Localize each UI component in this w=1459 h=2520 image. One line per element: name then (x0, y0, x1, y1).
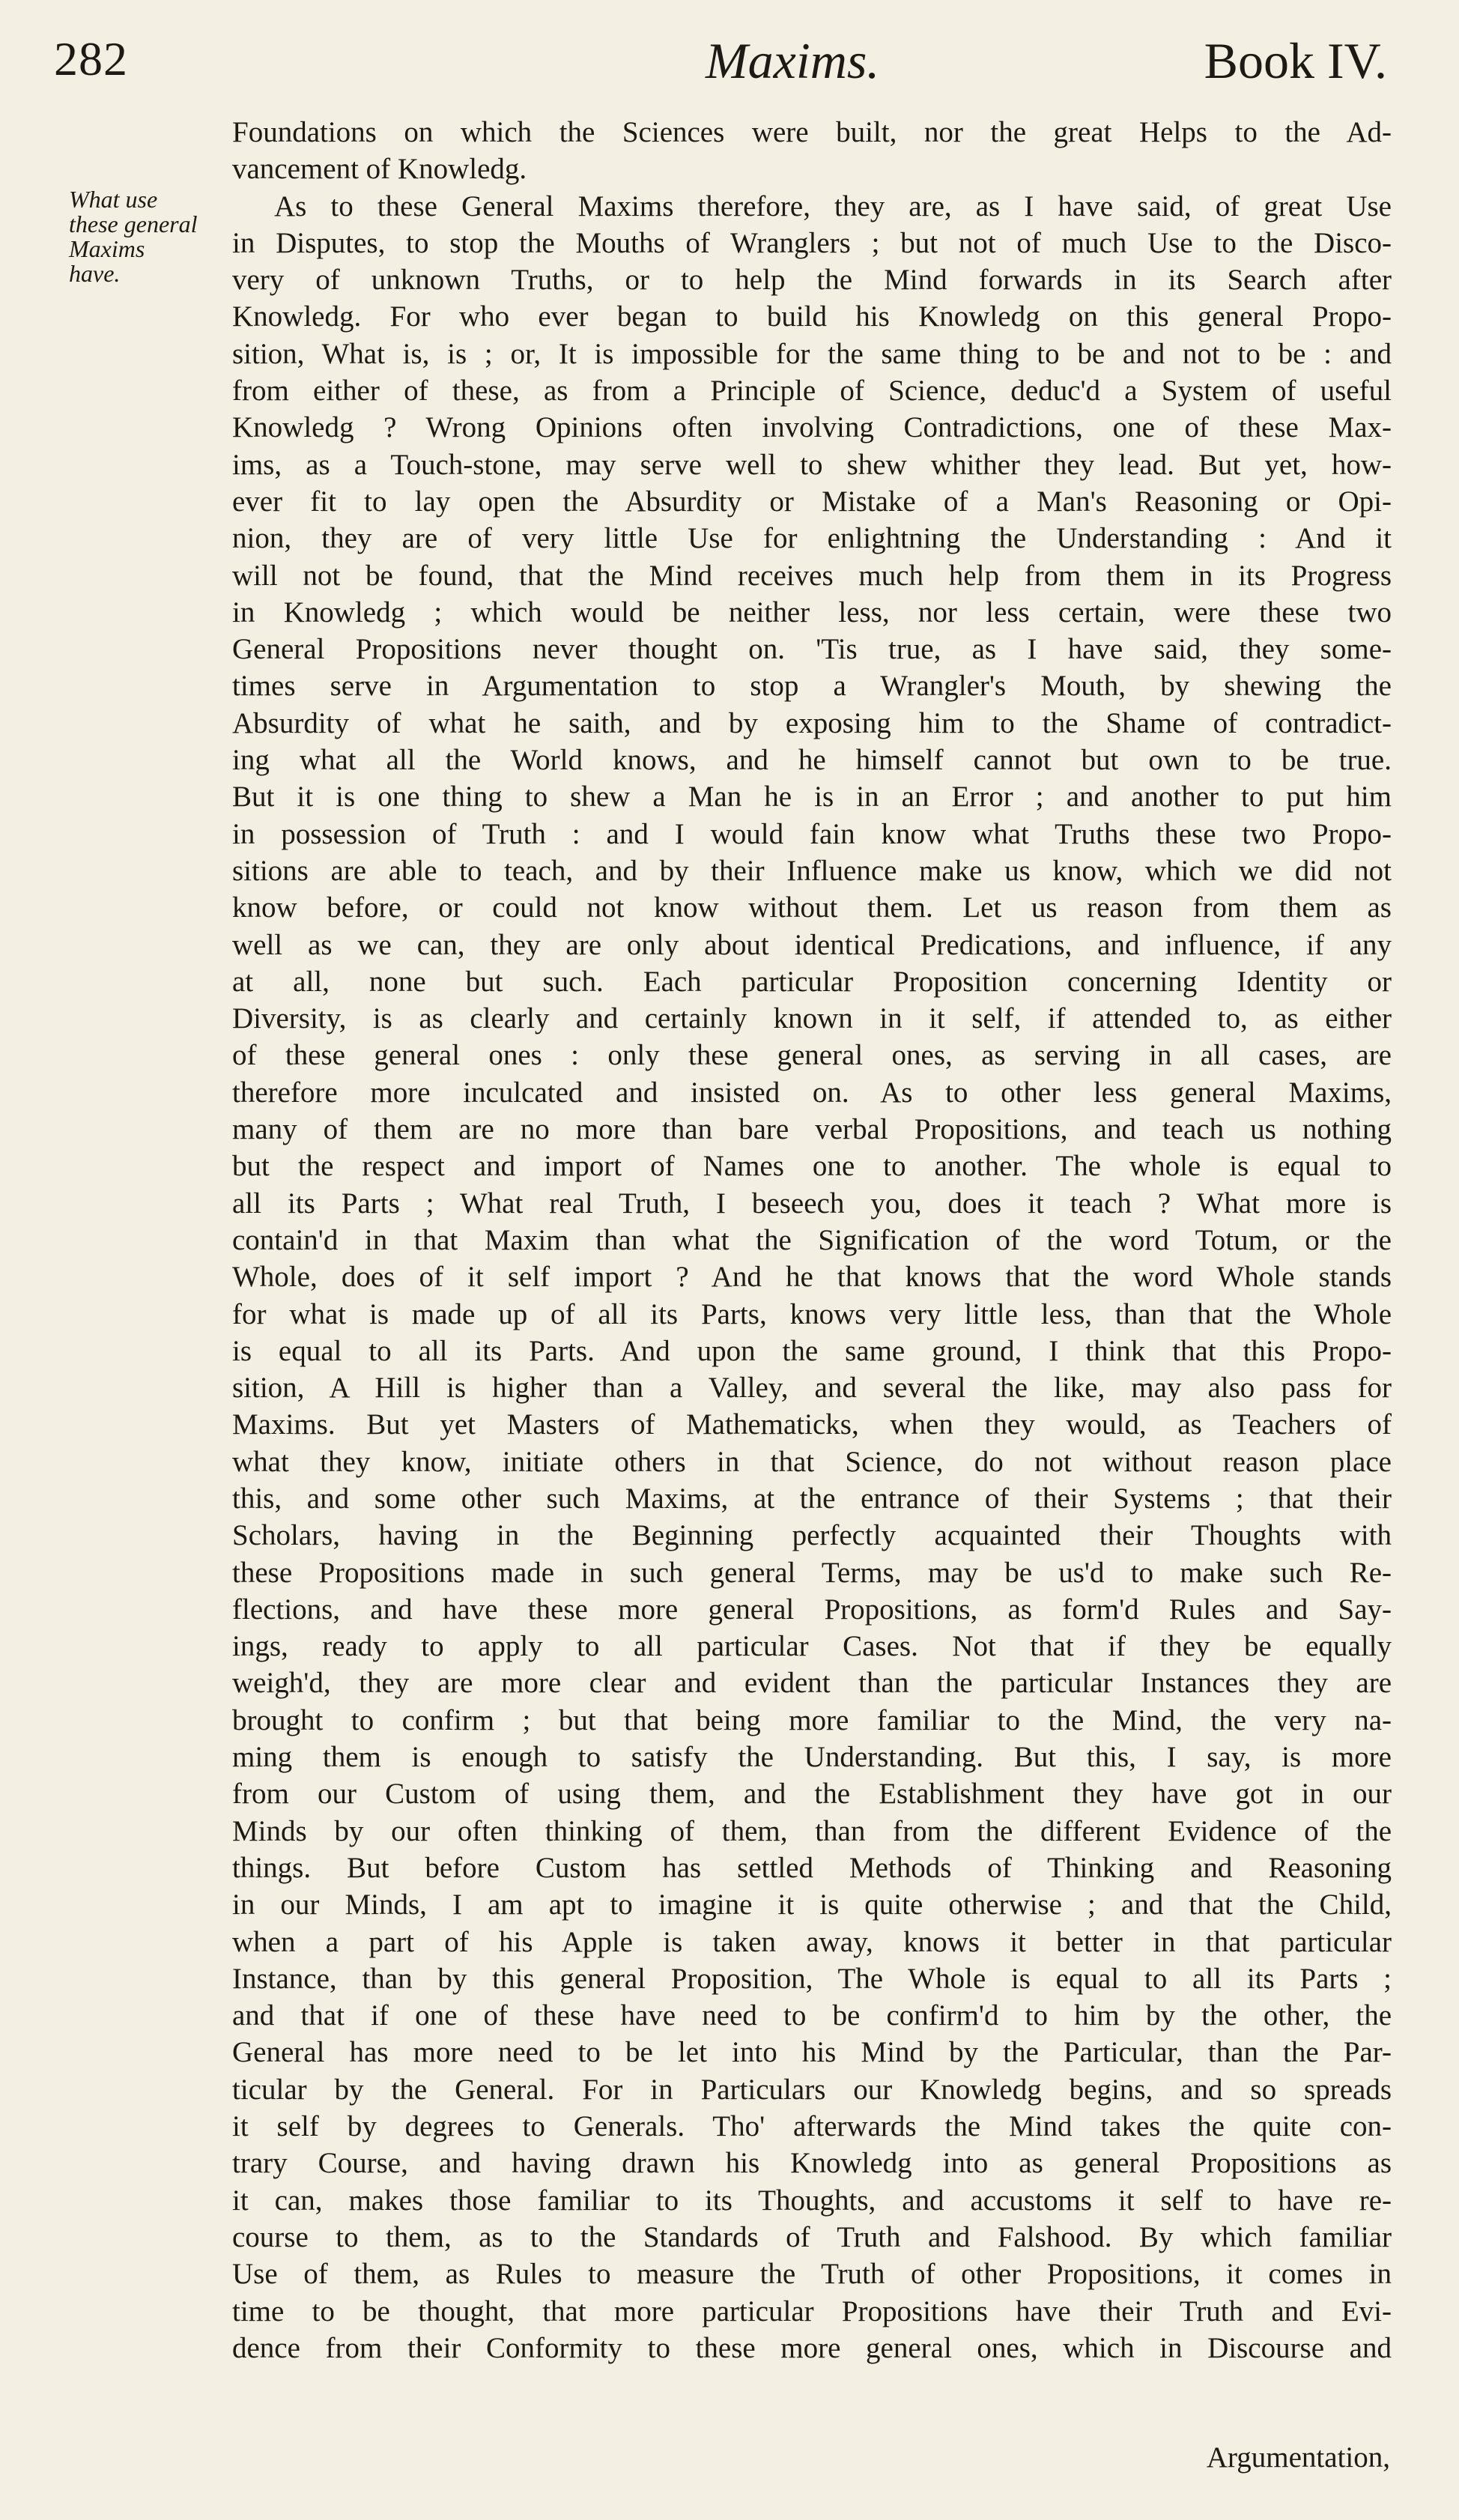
text-line: from our Custom of using them, and the Establishment they have got in our (232, 1778, 1392, 1811)
text-line: what they know, initiate others in that Science, do not without reason place (232, 1445, 1392, 1478)
text-line: therefore more inculcated and insisted on. As to other less general Maxims, (232, 1076, 1392, 1109)
text-line: in Disputes, to stop the Mouths of Wranglers ; but not of much Use to the Disco- (232, 226, 1392, 259)
text-line: very of unknown Truths, or to help the Mind forwards in its Search after (232, 264, 1392, 297)
text-line: But it is one thing to shew a Man he is in an Error ; and another to put him (232, 781, 1392, 814)
margin-note-line: What use (69, 186, 158, 213)
text-line: contain'd in that Maxim than what the Signification of the word Totum, or the (232, 1223, 1392, 1256)
text-line: time to be thought, that more particular Propositions have their Truth and Evi- (232, 2295, 1392, 2327)
text-line: sitions are able to teach, and by their Influence make us know, which we did not (232, 854, 1392, 887)
text-line: General Propositions never thought on. 'Tis true, as I have said, they some- (232, 633, 1392, 666)
text-line: General has more need to be let into his Mind by the Particular, than the Par- (232, 2036, 1392, 2069)
text-line: know before, or could not know without them. Let us reason from them as (232, 891, 1392, 924)
text-line: times serve in Argumentation to stop a Wrangler's Mouth, by shewing the (232, 670, 1392, 703)
page-header (54, 31, 1387, 99)
text-line: it can, makes those familiar to its Thoughts, and accustoms it self to have re- (232, 2184, 1392, 2217)
text-line: sition, A Hill is higher than a Valley, and several the like, may also pass for (232, 1372, 1392, 1405)
text-line: trary Course, and having drawn his Knowledg into as general Propositions as (232, 2147, 1392, 2180)
margin-note-line: these general (69, 210, 198, 237)
text-line: course to them, as to the Standards of Truth and Falshood. By which familiar (232, 2220, 1392, 2253)
text-line: Scholars, having in the Beginning perfectly acquainted their Thoughts with (232, 1519, 1392, 1552)
text-line: in Knowledg ; which would be neither less, nor less certain, were these two (232, 596, 1392, 629)
text-line: Instance, than by this general Proposition, The Whole is equal to all its Parts ; (232, 1962, 1392, 1995)
text-line: Maxims. But yet Masters of Mathematicks, when they would, as Teachers of (232, 1408, 1392, 1441)
text-line: Whole, does of it self import ? And he that knows that the word Whole stands (232, 1261, 1392, 1294)
text-line: Diversity, is as clearly and certainly known in it self, if attended to, as either (232, 1002, 1392, 1035)
text-line: and that if one of these have need to be confirm'd to him by the other, the (232, 1999, 1392, 2032)
text-line: at all, none but such. Each particular Proposition concerning Identity or (232, 965, 1392, 998)
book-label: Book IV. (1204, 32, 1387, 89)
text-line: all its Parts ; What real Truth, I beseech you, does it teach ? What more is (232, 1187, 1392, 1220)
text-line: As to these General Maxims therefore, they are, as I have said, of great Use (274, 190, 1392, 222)
text-line: it self by degrees to Generals. Tho' afterwards the Mind takes the quite con- (232, 2110, 1392, 2143)
text-line: things. But before Custom has settled Methods of Thinking and Reasoning (232, 1851, 1392, 1884)
text-line: Knowledg. For who ever began to build his Knowledg on this general Propo- (232, 300, 1392, 333)
text-line: ticular by the General. For in Particulars our Knowledg begins, and so spreads (232, 2073, 1392, 2106)
text-line: for what is made up of all its Parts, knows very little less, than that the Whole (232, 1297, 1392, 1330)
margin-note-line: Maxims (69, 235, 145, 262)
text-line: many of them are no more than bare verbal Propositions, and teach us nothing (232, 1113, 1392, 1146)
text-line: is equal to all its Parts. And upon the same ground, I think that this Propo- (232, 1334, 1392, 1367)
text-line: Use of them, as Rules to measure the Truth of other Propositions, it comes in (232, 2258, 1392, 2291)
text-line: flections, and have these more general Propositions, as form'd Rules and Say- (232, 1593, 1392, 1626)
text-line: will not be found, that the Mind receives much help from them in its Progress (232, 559, 1392, 592)
text-line: ming them is enough to satisfy the Understanding. But this, I say, is more (232, 1741, 1392, 1774)
catchword: Argumentation, (1206, 2441, 1390, 2474)
text-line: Foundations on which the Sciences were built, nor the great Helps to the Ad- (232, 116, 1392, 148)
text-line: weigh'd, they are more clear and evident than the particular Instances they are (232, 1667, 1392, 1700)
text-line: in possession of Truth : and I would fain know what Truths these two Propo- (232, 817, 1392, 850)
text-line: ever fit to lay open the Absurdity or Mistake of a Man's Reasoning or Opi- (232, 485, 1392, 518)
text-line: well as we can, they are only about identical Predications, and influence, if any (232, 928, 1392, 961)
text-line: of these general ones : only these general ones, as serving in all cases, are (232, 1039, 1392, 1072)
margin-note-line: have. (69, 260, 121, 287)
text-line: sition, What is, is ; or, It is impossible for the same thing to be and not to be : and (232, 337, 1392, 370)
text-line: brought to confirm ; but that being more familiar to the Mind, the very na- (232, 1703, 1392, 1736)
text-line: this, and some other such Maxims, at the entrance of their Systems ; that their (232, 1482, 1392, 1515)
text-line: ims, as a Touch-stone, may serve well to shew whither they lead. But yet, how- (232, 448, 1392, 481)
page-number: 282 (54, 32, 128, 85)
running-title: Maxims. (706, 32, 880, 89)
text-line: dence from their Conformity to these more general ones, which in Discourse and (232, 2331, 1392, 2364)
text-line: but the respect and import of Names one to another. The whole is equal to (232, 1150, 1392, 1183)
text-line: nion, they are of very little Use for enlightning the Understanding : And it (232, 522, 1392, 555)
text-line: in our Minds, I am apt to imagine it is quite otherwise ; and that the Child, (232, 1889, 1392, 1921)
text-line: Absurdity of what he saith, and by exposing him to the Shame of contradict- (232, 706, 1392, 739)
text-line: when a part of his Apple is taken away, knows it better in that particular (232, 1925, 1392, 1958)
text-line: Minds by our often thinking of them, than from the different Evidence of the (232, 1814, 1392, 1847)
text-line: vancement of Knowledg. (232, 153, 527, 186)
text-line: Knowledg ? Wrong Opinions often involving Contradictions, one of these Max- (232, 411, 1392, 444)
body-text (232, 114, 1392, 2366)
text-line: these Propositions made in such general Terms, may be us'd to make such Re- (232, 1556, 1392, 1589)
text-line: from either of these, as from a Principle of Science, deduc'd a System of useful (232, 375, 1392, 408)
text-line: ing what all the World knows, and he himself cannot but own to be true. (232, 744, 1392, 777)
margin-note (69, 187, 219, 286)
text-line: ings, ready to apply to all particular Cases. Not that if they be equally (232, 1630, 1392, 1663)
